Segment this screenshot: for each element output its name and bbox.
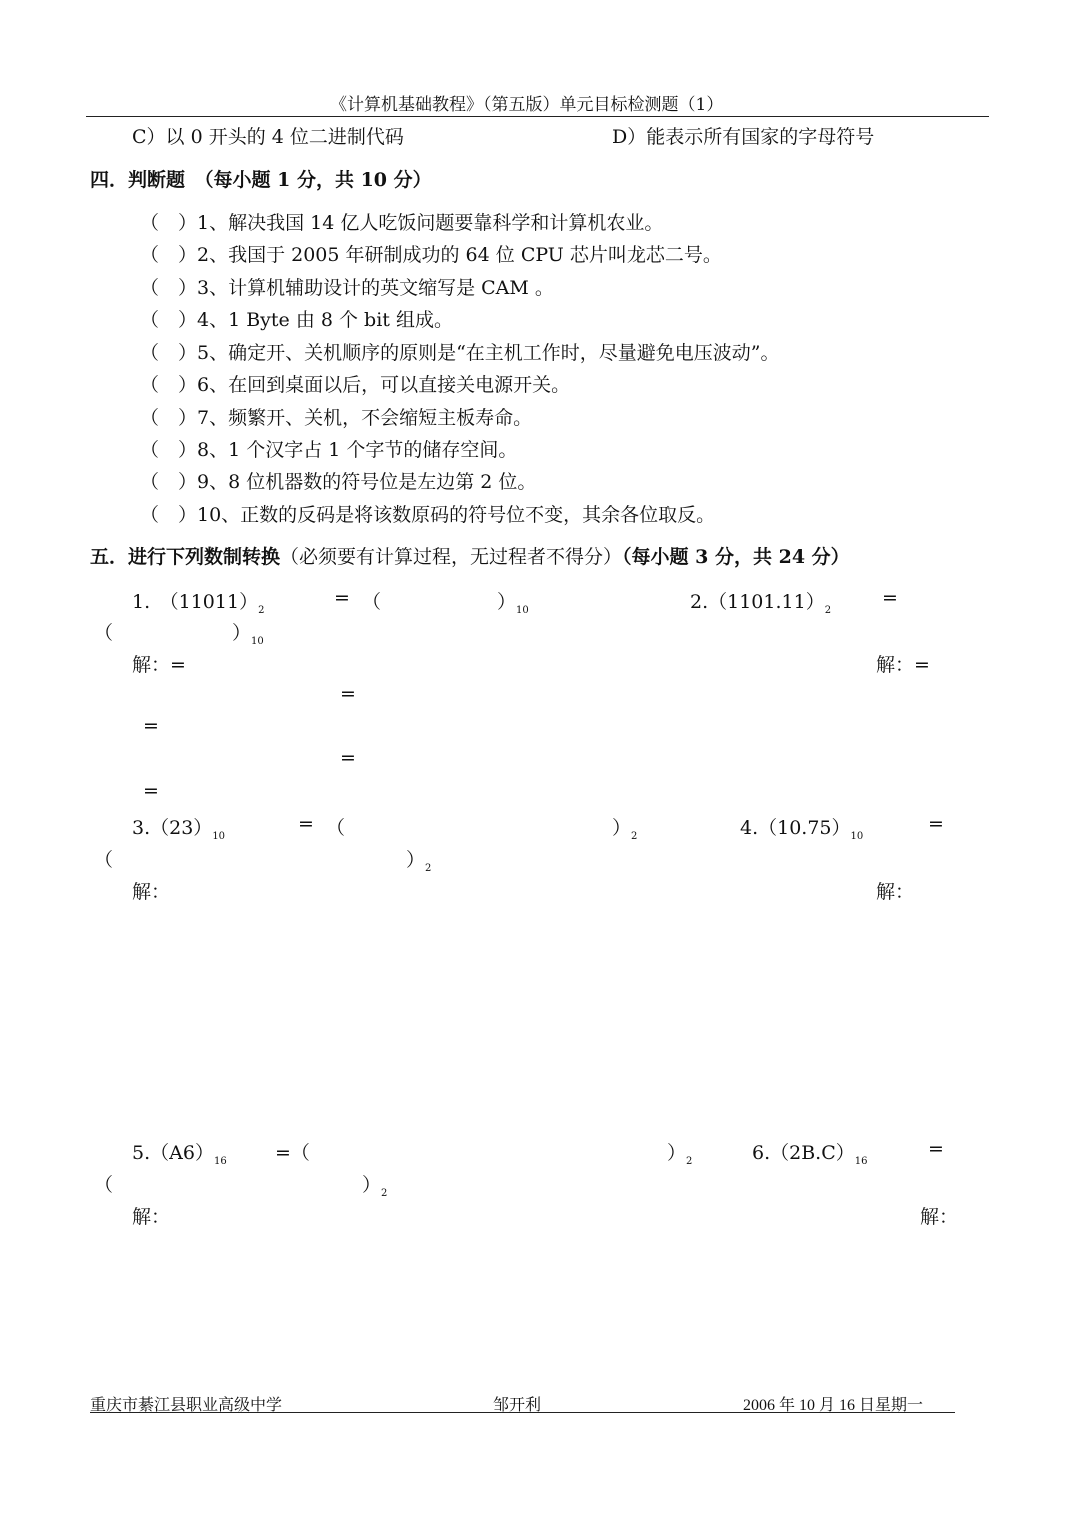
problem-1-close: ）$_{10}$ (497, 591, 529, 616)
judge-item: （ ）1、解决我国 14 亿人吃饭问题要靠科学和计算机农业。 (140, 212, 664, 234)
problem-5-close: ）$_2$ (667, 1142, 693, 1167)
problem-3-expr: $3.(23)_{10}$ (132, 817, 226, 842)
problem-6-eq: = (928, 1138, 944, 1160)
solution-2-label: 解：= (876, 654, 930, 676)
problem-4-eq: = (928, 813, 944, 835)
judge-item: （ ）6、在回到桌面以后，可以直接关电源开关。 (140, 374, 571, 396)
problem-3-open: （ (326, 817, 346, 839)
judge-item: （ ）7、频繁开、关机，不会缩短主板寿命。 (140, 407, 533, 429)
solution-5-label: 解： (132, 1206, 171, 1228)
header-rule (86, 116, 989, 117)
judge-item: （ ）2、我国于 2005 年研制成功的 64 位 CPU 芯片叫龙芯二号。 (140, 244, 722, 266)
solution-6-label: 解： (920, 1206, 959, 1228)
footer-author: 邹开利 (493, 1397, 542, 1414)
problem-2-close: ）$_{10}$ (232, 622, 264, 647)
judge-item: （ ）8、1 个汉字占 1 个字节的储存空间。 (140, 439, 518, 461)
section5-heading (90, 542, 850, 569)
solution-4-label: 解： (876, 881, 915, 903)
problem-5-expr: $5.(A6)_{16}$ (132, 1142, 227, 1167)
footer-school: 重庆市綦江县职业高级中学 (90, 1397, 283, 1414)
problem-3-close: ）$_2$ (612, 817, 638, 842)
problem-6-close: ）$_2$ (362, 1174, 388, 1199)
problem-3-eq: = (298, 813, 314, 835)
judge-item: （ ）5、确定开、关机顺序的原则是“在主机工作时，尽量避免电压波动”。 (140, 342, 780, 364)
problem-1-expr: 1. $(11011)_2$ (132, 591, 265, 616)
problem-2-expr: $2.(1101.11)_2$ (690, 591, 832, 616)
footer-rule (90, 1412, 955, 1413)
problem-1-open: （ (362, 591, 382, 613)
problem-4-close: ）$_2$ (406, 849, 432, 874)
problem-1-eq: = (334, 587, 350, 609)
option-c: C）以 0 开头的 4 位二进制代码 (132, 126, 404, 148)
equals-sign: = (340, 747, 356, 769)
judge-item: （ ）4、1 Byte 由 8 个 bit 组成。 (140, 309, 453, 331)
section5-heading-score: （每小题 3 分，共 24 分） (622, 546, 850, 568)
problem-6-open: （ (94, 1174, 114, 1196)
footer-date: 2006 年 10 月 16 日星期一 (743, 1397, 924, 1414)
problem-5-eq: =（ (275, 1142, 310, 1164)
equals-sign: = (143, 780, 159, 802)
judge-item: （ ）3、计算机辅助设计的英文缩写是 CAM 。 (140, 277, 554, 299)
page-header-title: 《计算机基础教程》（第五版）单元目标检测题（1） (330, 95, 724, 115)
equals-sign: = (340, 683, 356, 705)
problem-4-expr: $4.(10.75)_{10}$ (740, 817, 864, 842)
section5-heading-note: （必须要有计算过程，无过程者不得分） (280, 546, 623, 568)
equals-sign: = (143, 715, 159, 737)
problem-4-open: （ (94, 849, 114, 871)
problem-6-expr: $6.(2B.C)_{16}$ (752, 1142, 868, 1167)
option-d: D）能表示所有国家的字母符号 (612, 126, 875, 148)
problem-2-eq: = (882, 587, 898, 609)
judge-item: （ ）9、8 位机器数的符号位是左边第 2 位。 (140, 471, 537, 493)
problem-2-open: （ (94, 622, 114, 644)
section5-heading-title: 五．进行下列数制转换 (90, 546, 281, 568)
solution-3-label: 解： (132, 881, 171, 903)
solution-1-label: 解：= (132, 654, 186, 676)
judge-item: （ ）10、正数的反码是将该数原码的符号位不变，其余各位取反。 (140, 504, 716, 526)
section4-heading: 四．判断题 （每小题 1 分，共 10 分） (90, 169, 432, 191)
